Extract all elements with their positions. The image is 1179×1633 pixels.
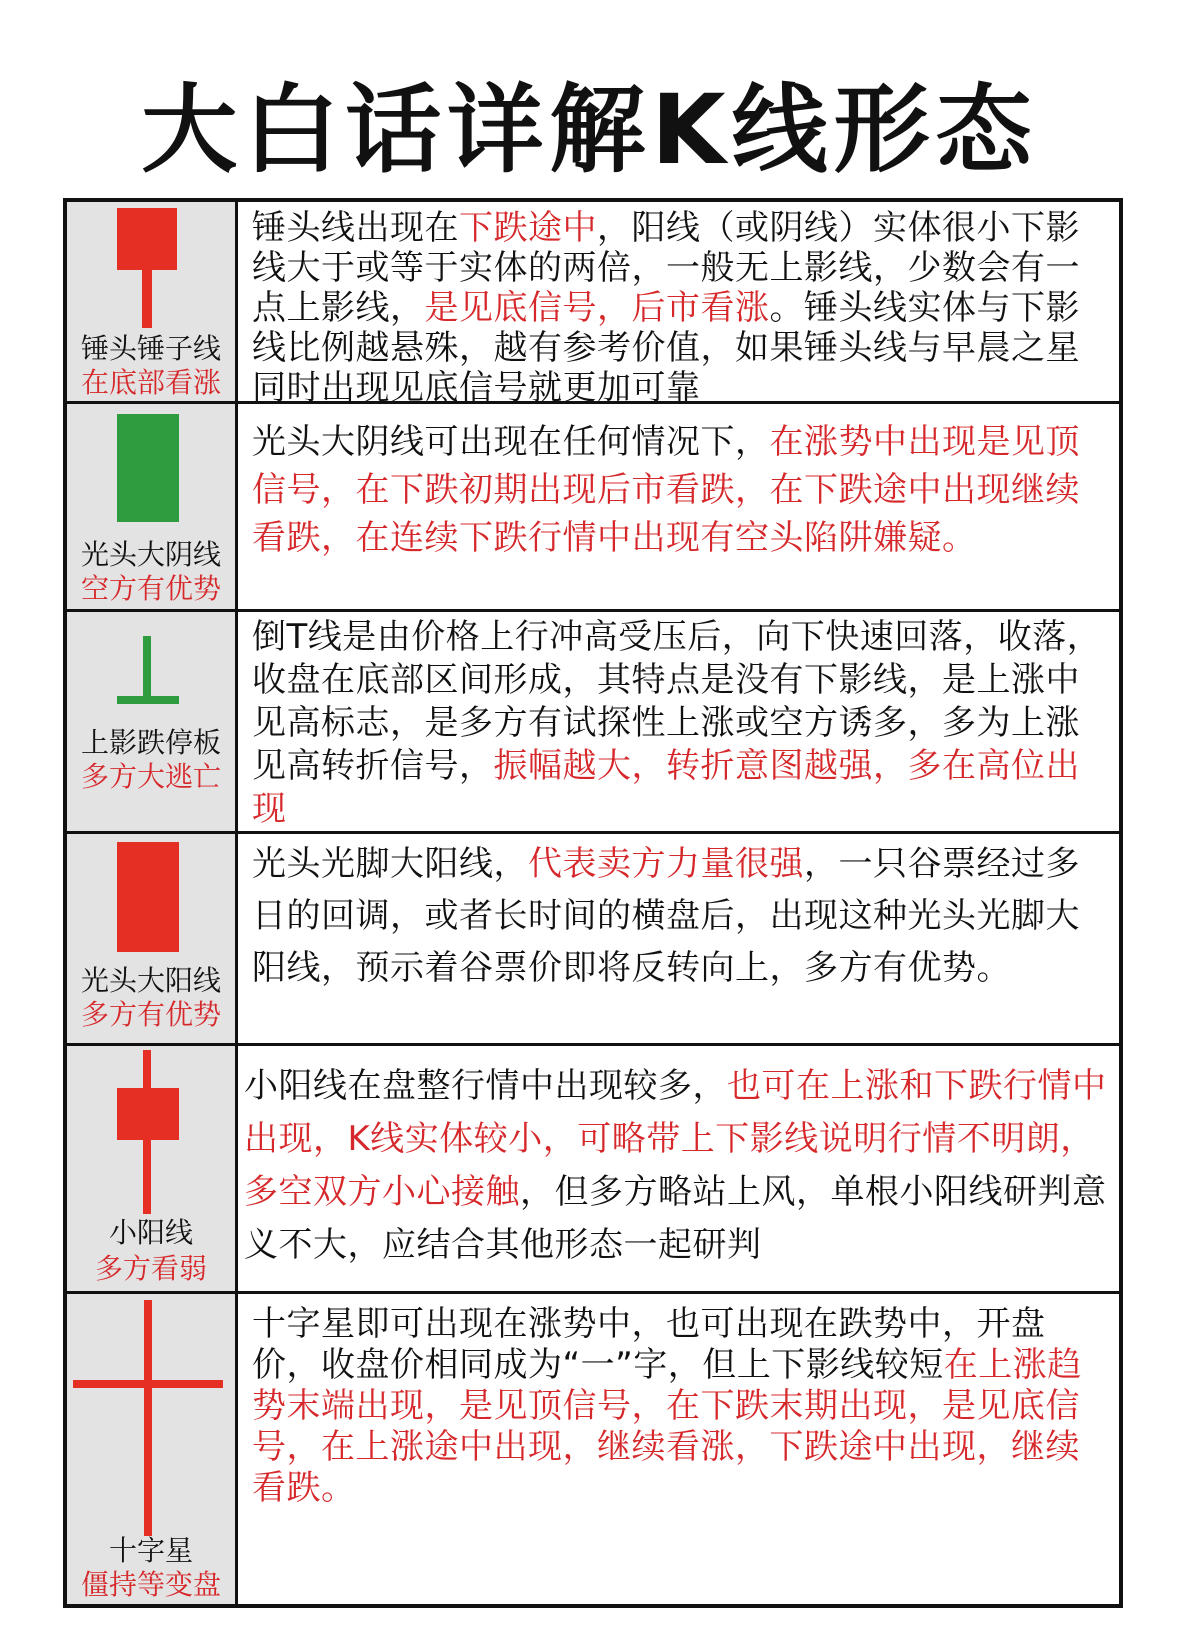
table-row — [67, 612, 1119, 834]
description-text: 锤头线出现在 — [252, 208, 459, 248]
table-row — [67, 834, 1119, 1046]
description-text: ，但多方略站上风，单根小阳线研判意义不大，应结合其他形态一起研判 — [244, 1172, 1107, 1265]
pattern-meaning: 空方有优势 — [80, 572, 221, 605]
pattern-description — [252, 208, 1109, 408]
description-text: 光头光脚大阳线， — [252, 844, 528, 884]
row-label-cell — [67, 404, 238, 609]
pattern-meaning: 僵持等变盘 — [80, 1568, 221, 1601]
pattern-name: 上影跌停板 — [80, 726, 221, 759]
big-bullish-candle-icon — [67, 834, 235, 954]
description-text: ，一只谷票经过多日的回调，或者长时间的横盘后，出现这种光头光脚大阳线，预示着谷票价即将反转向上，多方有优势。 — [252, 844, 1080, 988]
row-desc-cell — [238, 612, 1119, 831]
row-desc-cell — [238, 1046, 1119, 1291]
page-title: 大白话详解K线形态 — [141, 74, 1038, 186]
pattern-name: 十字星 — [108, 1534, 193, 1567]
description-text: 倒T线是由价格上行冲高受压后，向下快速回落，收落，收盘在底部区间形成，其特点是没有下影线，是上涨中见高标志，是多方有试探性上涨或空方诱多，多为上涨见高转折信号， — [252, 617, 1102, 786]
row-label-cell — [67, 834, 238, 1043]
small-bullish-candle-icon — [67, 1046, 235, 1216]
table-row — [67, 1294, 1119, 1604]
inverted-t-candle-icon — [67, 612, 235, 712]
description-text: 十字星即可出现在涨势中，也可出现在跌势中，开盘价，收盘价相同成为“一”字，但上下影线较短 — [252, 1304, 1046, 1385]
highlighted-text: 是见底信号，后市看涨 — [424, 288, 770, 328]
pattern-name: 小阳线 — [108, 1216, 193, 1249]
row-label-cell — [67, 1046, 238, 1291]
highlighted-text: 也可在上涨和下跌行情中出现，K线实体较小，可略带上下影线说明行情不明朗，多空双方小心接触 — [244, 1066, 1107, 1212]
pattern-name: 光头大阴线 — [80, 538, 221, 571]
row-desc-cell — [238, 202, 1119, 408]
table-row — [67, 404, 1119, 612]
pattern-description — [252, 616, 1109, 831]
pattern-description — [244, 1060, 1109, 1272]
description-text: 。锤头线实体与下影线比例越悬殊，越有参考价值，如果锤头线与早晨之星同时出现见底信号就更加可靠 — [252, 288, 1080, 408]
pattern-name: 锤头锤子线 — [80, 332, 221, 365]
pattern-meaning: 多方有优势 — [80, 998, 221, 1031]
description-text: ，阳线（或阴线）实体很小下影线大于或等于实体的两倍，一般无上影线，少数会有一点上影线， — [252, 208, 1080, 328]
table-row — [67, 202, 1119, 408]
pattern-description — [252, 838, 1109, 994]
highlighted-text: 代表卖方力量很强 — [528, 844, 804, 884]
doji-cross-icon — [67, 1294, 235, 1544]
row-label-cell — [67, 612, 238, 831]
pattern-meaning: 在底部看涨 — [80, 366, 221, 399]
highlighted-text: 在涨势中出现是见顶信号，在下跌初期出现后市看跌，在下跌途中出现继续看跌，在连续下跌行情中出现有空头陷阱嫌疑。 — [252, 422, 1080, 558]
description-text: 小阳线在盘整行情中出现较多， — [244, 1066, 727, 1106]
row-desc-cell — [238, 1294, 1119, 1604]
kline-table — [63, 198, 1123, 1608]
pattern-description — [252, 1304, 1109, 1509]
hammer-candle-icon — [67, 202, 235, 332]
highlighted-text: 振幅越大，转折意图越强，多在高位出现 — [252, 746, 1080, 829]
description-text: 光头大阴线可出现在任何情况下， — [252, 422, 770, 462]
highlighted-text: 在上涨趋势末端出现，是见顶信号，在下跌末期出现，是见底信号，在上涨途中出现，继续看涨，下跌途中出现，继续看跌。 — [252, 1345, 1082, 1508]
pattern-description — [252, 418, 1109, 562]
row-desc-cell — [238, 404, 1119, 609]
pattern-name: 光头大阳线 — [80, 964, 221, 997]
big-bearish-candle-icon — [67, 404, 235, 524]
pattern-meaning: 多方看弱 — [94, 1252, 207, 1285]
row-desc-cell — [238, 834, 1119, 1043]
pattern-meaning: 多方大逃亡 — [80, 760, 221, 793]
table-row — [67, 1046, 1119, 1294]
highlighted-text: 下跌途中 — [459, 208, 597, 248]
row-label-cell — [67, 202, 238, 401]
row-label-cell — [67, 1294, 238, 1604]
